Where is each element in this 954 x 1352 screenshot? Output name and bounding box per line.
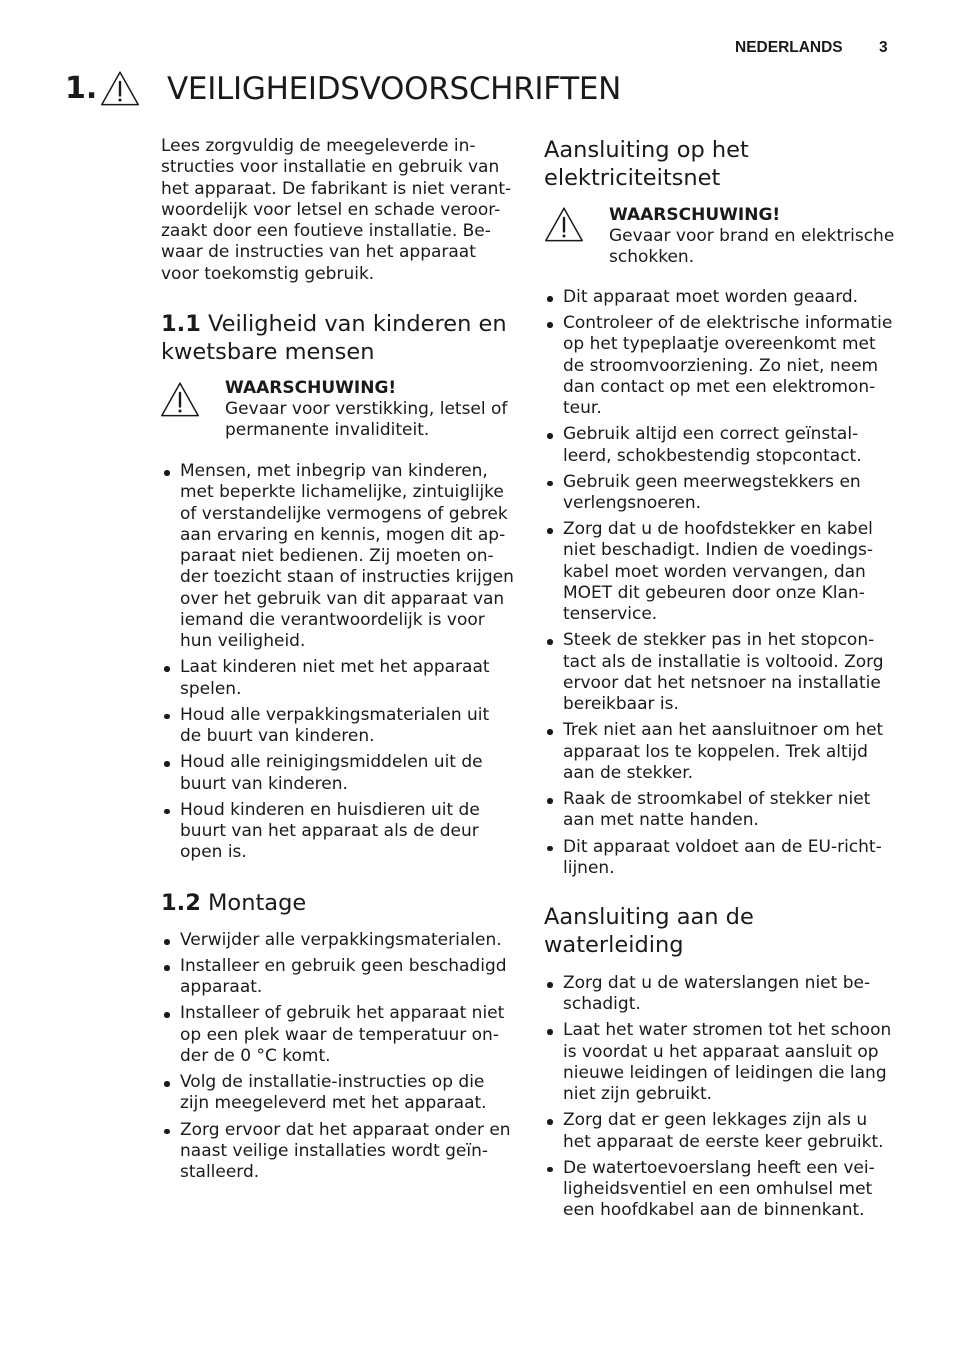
- list-item-text: Houd alle verpakkingsmaterialen uit de buurt van kinderen.: [180, 704, 490, 747]
- warning-triangle-icon: [544, 206, 584, 243]
- list-item-text: Zorg dat u de waterslangen niet be- schadigt.: [563, 973, 871, 1015]
- list-item: [544, 789, 892, 832]
- bullet: [164, 714, 170, 720]
- warning-body: [225, 377, 507, 442]
- warning-text: Gevaar voor verstikking, letsel of permanente invaliditeit.: [225, 399, 508, 441]
- warning-box: [544, 204, 904, 274]
- list-item-text: Zorg dat er geen lekkages zijn als u het apparaat de eerste keer gebruikt.: [563, 1110, 884, 1152]
- list-item-text: Zorg dat u de hoofdstekker en kabel niet beschadigt. Indien de voedings- kabel moet worden vervangen, dan MOET dit gebeuren door onze Klan- tenservice.: [563, 519, 874, 625]
- list-item: [161, 956, 511, 999]
- bullet: [164, 939, 170, 945]
- section-title: Aansluiting op het elektriciteitsnet: [544, 137, 749, 191]
- bullet: [547, 729, 553, 735]
- bullet: [164, 666, 170, 672]
- bullet: [547, 639, 553, 645]
- list-item-text: Controleer of de elektrische informatie op het typeplaatje overeenkomt met de stroomvoorziening. Zo niet, neem dan contact op met een elektromon- teur.: [563, 313, 893, 419]
- warning-text: Gevaar voor brand en elektrische schokken.: [609, 226, 895, 268]
- list-item-text: Zorg ervoor dat het apparaat onder en naast veilige installaties wordt geïn- stalleerd.: [180, 1119, 511, 1183]
- language-label: NEDERLANDS: [735, 39, 843, 56]
- list-item: [161, 1003, 511, 1067]
- bullet: [164, 1012, 170, 1018]
- list-item: [544, 519, 892, 625]
- section-title: Veiligheid van kinderen en kwetsbare mensen: [161, 311, 507, 365]
- warning-triangle-icon: [100, 70, 140, 107]
- list-item-text: Dit apparaat moet worden geaard.: [563, 287, 859, 307]
- chapter-number: 1.: [65, 71, 98, 106]
- bullet-list-water: [544, 973, 891, 1226]
- list-item-text: Laat kinderen niet met het apparaat spelen.: [180, 657, 490, 699]
- section-heading-water: [544, 904, 754, 959]
- list-item-text: Verwijder alle verpakkingsmaterialen.: [180, 930, 502, 950]
- bullet: [547, 528, 553, 534]
- list-item: [544, 837, 892, 880]
- list-item-text: Volg de installatie-instructies op die zijn meegeleverd met het apparaat.: [180, 1072, 487, 1114]
- section-title: Aansluiting aan de waterleiding: [544, 904, 754, 958]
- list-item: [161, 1120, 511, 1184]
- list-item-text: Trek niet aan het aansluitnoer om het apparaat los te koppelen. Trek altijd aan de stekker.: [563, 720, 884, 784]
- bullet: [547, 433, 553, 439]
- bullet: [164, 965, 170, 971]
- list-item-text: Houd alle reinigingsmiddelen uit de buurt van kinderen.: [180, 752, 483, 794]
- list-item: [544, 287, 892, 308]
- list-item: [544, 1158, 891, 1222]
- warning-label: WAARSCHUWING!: [609, 205, 781, 225]
- list-item: [544, 1110, 891, 1153]
- section-heading-electrical: [544, 137, 749, 192]
- bullet: [164, 470, 170, 476]
- section-number: 1.1: [161, 311, 201, 337]
- warning-triangle-icon: [160, 381, 200, 418]
- list-item-text: Gebruik altijd een correct geïnstal- leerd, schokbestendig stopcontact.: [563, 424, 862, 466]
- bullet: [164, 1081, 170, 1087]
- warning-body: [609, 204, 894, 269]
- list-item: [544, 720, 892, 784]
- list-item: [161, 800, 514, 864]
- list-item: [161, 930, 511, 951]
- list-item-text: Mensen, met inbegrip van kinderen, met beperkte lichamelijke, zintuiglijke of verstandelijke vermogens of gebrek aan ervaring en kennis, mogen dit ap- paraat niet bedienen. Zij moeten on- der toezicht staan of instructies krijgen over het gebruik van dit apparaat van iemand die verantwoordelijk is voor hun veiligheid.: [180, 461, 514, 652]
- warning-label: WAARSCHUWING!: [225, 378, 397, 398]
- section-heading-1-2: [161, 890, 306, 918]
- list-item-text: Installeer of gebruik het apparaat niet op een plek waar de temperatuur on- der de 0 °C komt.: [180, 1003, 505, 1067]
- list-item: [161, 657, 514, 700]
- warning-box: [160, 377, 520, 447]
- list-item: [544, 313, 892, 419]
- list-item: [161, 752, 514, 795]
- bullet: [164, 809, 170, 815]
- list-item-text: Steek de stekker pas in het stopcon- tact als de installatie is voltooid. Zorg ervoor dat het netsnoer na installatie bereikbaar is.: [563, 630, 884, 715]
- list-item: [544, 1020, 891, 1105]
- list-item: [161, 1072, 511, 1115]
- bullet: [547, 846, 553, 852]
- list-item-text: Installeer en gebruik geen beschadigd apparaat.: [180, 956, 507, 998]
- page-number: 3: [879, 39, 888, 56]
- intro-paragraph: Lees zorgvuldig de meegeleverde in- structies voor installatie en gebruik van het apparaat. De fabrikant is niet verant- woordelijk voor letsel en schade veroor- zaakt door een foutieve installatie. Be- waar de instructies van het apparaat voor toekomstig gebruik.: [161, 136, 512, 284]
- list-item-text: De watertoevoerslang heeft een vei- ligheidsventiel en een omhulsel met een hoofdkabel aan de binnenkant.: [563, 1157, 875, 1221]
- list-item-text: Houd kinderen en huisdieren uit de buurt van het apparaat als de deur open is.: [180, 799, 480, 863]
- bullet: [547, 1119, 553, 1125]
- bullet: [547, 982, 553, 988]
- bullet: [547, 1029, 553, 1035]
- page-header: [0, 0, 954, 60]
- section-number: 1.2: [161, 890, 201, 916]
- list-item: [544, 630, 892, 715]
- list-item-text: Laat het water stromen tot het schoon is voordat u het apparaat aansluit op nieuwe leidingen of leidingen die lang niet zijn gebruikt.: [563, 1020, 892, 1105]
- bullet: [164, 761, 170, 767]
- bullet-list-children-safety: [161, 461, 514, 868]
- bullet: [547, 296, 553, 302]
- list-item-text: Dit apparaat voldoet aan de EU-richt- lijnen.: [563, 836, 882, 878]
- list-item: [544, 472, 892, 515]
- list-item: [161, 705, 514, 748]
- bullet-list-electrical: [544, 287, 892, 884]
- list-item: [544, 973, 891, 1016]
- bullet: [547, 322, 553, 328]
- section-heading-1-1: [161, 311, 507, 366]
- list-item: [544, 424, 892, 467]
- chapter-title: VEILIGHEIDSVOORSCHRIFTEN: [167, 71, 622, 107]
- bullet: [547, 481, 553, 487]
- section-title: Montage: [208, 890, 307, 916]
- bullet: [547, 1167, 553, 1173]
- bullet: [164, 1129, 170, 1135]
- bullet: [547, 798, 553, 804]
- list-item: [161, 461, 514, 653]
- list-item-text: Gebruik geen meerwegstekkers en verlengsnoeren.: [563, 471, 861, 514]
- bullet-list-installation: [161, 930, 511, 1188]
- list-item-text: Raak de stroomkabel of stekker niet aan met natte handen.: [563, 789, 871, 831]
